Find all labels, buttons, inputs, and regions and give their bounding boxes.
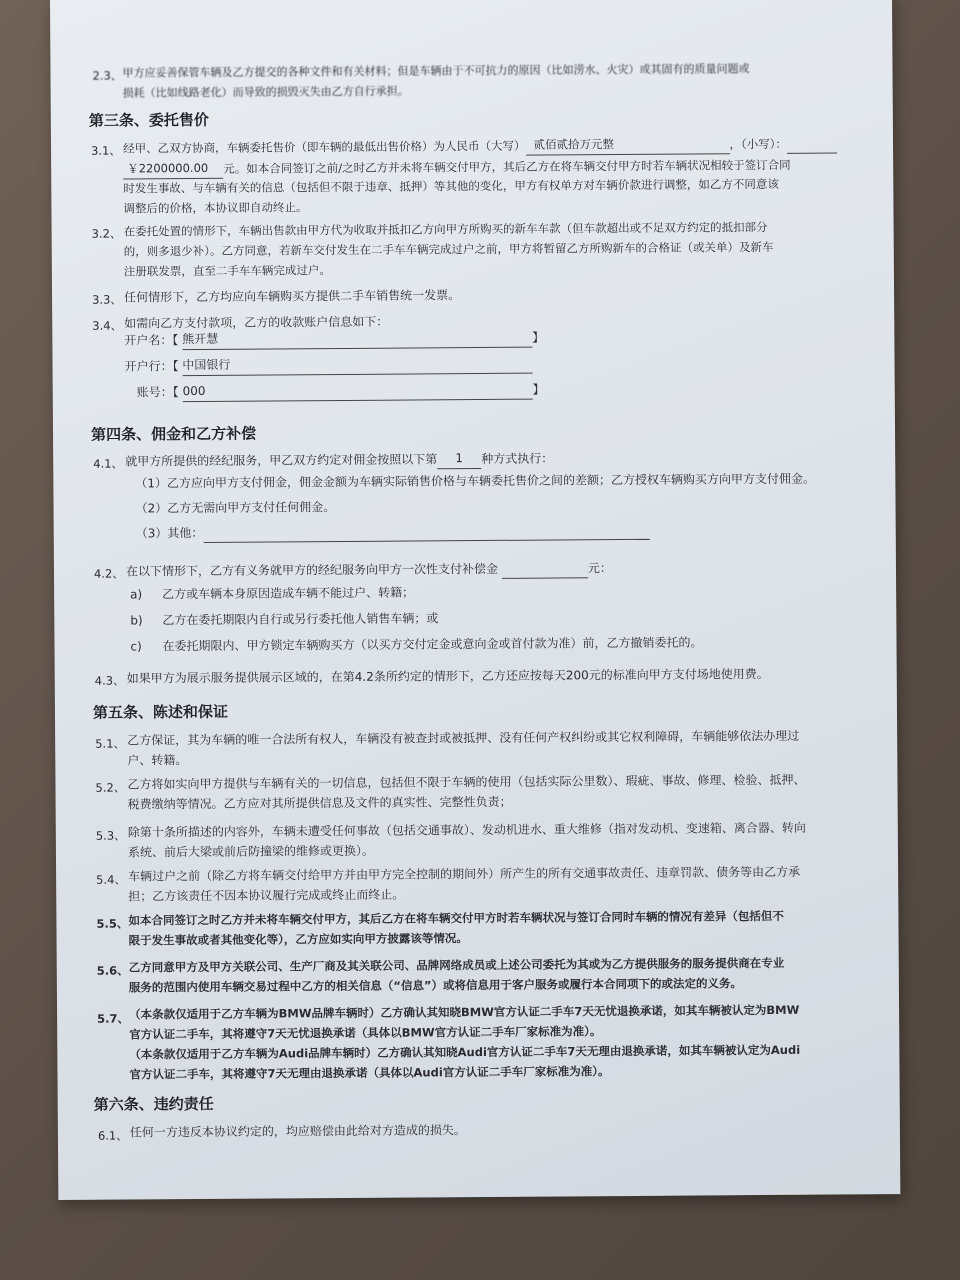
commission-option-1: （1）乙方应向甲方支付佣金，佣金金额为车辆实际销售价格与车辆委托售价之间的差额；乙方授权车辆购买方向甲方支付佣金。 (135, 471, 816, 491)
article-4-title: 第四条、佣金和乙方补偿 (90, 424, 257, 444)
clause-5-4-line1: 车辆过户之前（除乙方将车辆交付给甲方并由甲方完全控制的期间外）所产生的所有交通事故责任、违章罚款、债务等由乙方承 (128, 864, 801, 884)
compensation-unit: 元： (587, 561, 612, 576)
article-5-title: 第五条、陈述和保证 (92, 702, 229, 722)
clause-number: 5.1、 (95, 736, 126, 751)
clause-5-3-line1: 除第十条所描述的内容外，车辆未遭受任何事故（包括交通事故）、发动机进水、重大维修（指对发动机、变速箱、离合器、转向 (127, 820, 806, 840)
clause-number: 5.6、 (96, 963, 129, 978)
account-number-label: 账号：【 (136, 385, 179, 400)
clause-3-2-line3: 注册联发票，直至二手车车辆完成过户。 (123, 263, 331, 279)
price-number-blank (787, 153, 837, 154)
account-holder-label: 开户名：【 (124, 333, 179, 348)
clause-number: 5.4、 (96, 872, 126, 887)
clause-3-2-line1: 在委托处置的情形下，车辆出售款由甲方代为收取并抵扣乙方向甲方所购买的新车车款（但车款超出或不足双方约定的抵扣部分 (123, 219, 768, 239)
clause-3-1-text-b: ，（小写）： (729, 136, 788, 152)
clause-3-1-text-c: 元。如本合同签订之前/之时乙方并未将车辆交付甲方，其后乙方在将车辆交付甲方时若车辆状况相较于签订合同 (223, 157, 791, 176)
clause-number: 6.1、 (97, 1128, 128, 1143)
bracket-close: 】 (532, 382, 545, 397)
clause-number: 3.4、 (92, 318, 123, 333)
clause-5-7-line3: （本条款仅适用于乙方车辆为Audi品牌车辆时）乙方确认其知晓Audi官方认证二手车7天无理由退换承诺，如其车辆被认定为Audi (129, 1042, 801, 1062)
case-b-text: 乙方在委托期限内自行或另行委托他人销售车辆；或 (162, 611, 439, 628)
clause-3-1-text-a: 经甲、乙双方协商，车辆委托售价（即车辆的最低出售价格）为人民币（大写） (122, 138, 526, 156)
other-option-blank (203, 525, 649, 543)
bank-label: 开户行：【 (124, 359, 179, 374)
clause-5-6-line2: 服务的范围内使用车辆交易过程中乙方的相关信息（“信息”）或将信息用于客户服务或履行本合同项下的或法定的义务。 (128, 976, 743, 995)
case-c-label: c) (130, 639, 142, 654)
clause-number: 5.7、 (97, 1011, 130, 1026)
commission-option-3-row (136, 520, 650, 544)
clause-3-1-line3: 时发生事故、与车辆有关的信息（包括但不限于违章、抵押）等其他的变化，甲方有权单方对车辆价款进行调整，如乙方不同意该 (123, 176, 779, 196)
account-holder-field: 熊开慧 (182, 327, 532, 350)
clause-5-7-line1: （本条款仅适用于乙方车辆为BMW品牌车辆时）乙方确认其知晓BMW官方认证二手车7天无忧退换承诺，如其车辆被认定为BMW (129, 1002, 800, 1022)
clause-number: 4.1、 (93, 456, 124, 471)
clause-4-1-text-b: 种方式执行： (481, 451, 554, 467)
case-a-label: a) (130, 587, 143, 602)
bank-row (124, 353, 532, 377)
clause-5-5-line1: 如本合同签订之时乙方并未将车辆交付甲方，其后乙方在将车辆交付甲方时若车辆状况与签订合同时车辆的情况有差异（包括但不 (128, 908, 784, 928)
clause-5-5-line2: 限于发生事故或者其他变化等），乙方应如实向甲方披露该等情况。 (128, 931, 468, 948)
clause-number: 5.2、 (95, 780, 126, 795)
clause-5-3-line2: 系统、前后大梁或前后防撞梁的维修或更换）。 (127, 843, 375, 860)
price-words-field: 贰佰贰拾万元整 (525, 133, 729, 155)
compensation-amount-blank (502, 563, 588, 579)
bracket-close: 】 (532, 330, 545, 345)
clause-4-3-line1: 如果甲方为展示服务提供展示区域的，在第4.2条所约定的情形下，乙方还应按每天200元的标准向甲方支付场地使用费。 (126, 666, 769, 686)
commission-option-3: （3）其他： (135, 525, 204, 541)
clause-5-7-line4: 官方认证二手车，其将遵守7天无理由退换承诺（具体以Audi官方认证二手车厂家标准为准）。 (129, 1064, 610, 1082)
clause-number: 3.1、 (91, 143, 121, 158)
account-number-row (137, 379, 545, 403)
contract-page (50, 0, 900, 1200)
clause-4-1-line1 (125, 447, 553, 471)
clause-5-2-line2: 税费缴纳等情况。乙方应对其所提供信息及文件的真实性、完整性负责； (127, 794, 512, 812)
clause-3-4-line1: 如需向乙方支付款项，乙方的收款账户信息如下： (124, 314, 389, 331)
clause-number: 5.5、 (96, 916, 129, 931)
clause-5-4-line2: 担；乙方该责任不因本协议履行完成或终止而终止。 (128, 887, 405, 904)
case-c-text: 在委托期限内、甲方锁定车辆购买方（以买方交付定金或意向金或首付款为准）前，乙方撤销委托的。 (162, 635, 703, 654)
clause-5-1-line2: 户、转籍。 (127, 753, 188, 768)
clause-3-2-line2: 的，则多退少补）。乙方同意，若新车交付发生在二手车车辆完成过户之前，甲方将暂留乙方所购新车的合格证（或关单）及新车 (123, 239, 774, 259)
clause-number: 2.3、 (92, 68, 123, 83)
clause-2-3-line1: 甲方应妥善保管车辆及乙方提交的各种文件和有关材料；但是车辆由于不可抗力的原因（比如涝水、火灾）或其固有的质量问题或 (122, 62, 750, 80)
account-number-field: 000 (183, 379, 533, 402)
account-holder-row (124, 327, 544, 351)
bank-field: 中国银行 (182, 353, 532, 376)
clause-3-3-line1: 任何情形下，乙方均应向车辆购买方提供二手车销售统一发票。 (124, 288, 461, 305)
article-3-title: 第三条、委托售价 (88, 110, 209, 130)
clause-4-1-text-a: 就甲方所提供的经纪服务，甲乙双方约定对佣金按照以下第 (125, 452, 438, 469)
case-b-label: b) (130, 613, 143, 628)
clause-number: 3.2、 (91, 226, 122, 241)
clause-number: 4.3、 (94, 673, 125, 688)
article-6-title: 第六条、违约责任 (93, 1094, 214, 1114)
clause-5-2-line1: 乙方将如实向甲方提供与车辆有关的一切信息，包括但不限于车辆的使用（包括实际公里数）、瑕疵、事故、修理、检验、抵押、 (127, 772, 806, 792)
clause-5-7-line2: 官方认证二手车，其将遵守7天无忧退换承诺（具体以BMW官方认证二手车厂家标准为准）。 (129, 1024, 602, 1042)
price-number-field: ￥2200000.00 (123, 158, 223, 180)
clause-number: 4.2、 (93, 566, 124, 581)
clause-number: 5.3、 (95, 828, 126, 843)
clause-4-2-line1 (126, 558, 612, 581)
commission-option-2: （2）乙方无需向甲方支付任何佣金。 (135, 500, 336, 516)
clause-2-3-line2: 损耗（比如线路老化）而导致的损毁灭失由乙方自行承担。 (122, 84, 409, 100)
clause-5-1-line1: 乙方保证，其为车辆的唯一合法所有权人，车辆没有被查封或被抵押、没有任何产权纠纷或其它权利障碍，车辆能够依法办理过 (127, 728, 800, 748)
clause-number: 3.3、 (92, 292, 122, 307)
commission-option-field: 1 (437, 448, 481, 469)
clause-6-1-line1: 任何一方违反本协议约定的，均应赔偿由此给对方造成的损失。 (129, 1123, 466, 1140)
clause-3-1-line4: 调整后的价格，本协议即自动终止。 (123, 200, 308, 216)
clause-5-6-line1: 乙方同意甲方及甲方关联公司、生产厂商及其关联公司、品牌网络成员或上述公司委托为其或为乙方提供服务的服务提供商在专业 (128, 955, 785, 975)
case-a-text: 乙方或车辆本身原因造成车辆不能过户、转籍； (162, 585, 415, 602)
clause-4-2-text: 在以下情形下，乙方有义务就甲方的经纪服务向甲方一次性支付补偿金 (125, 561, 499, 579)
